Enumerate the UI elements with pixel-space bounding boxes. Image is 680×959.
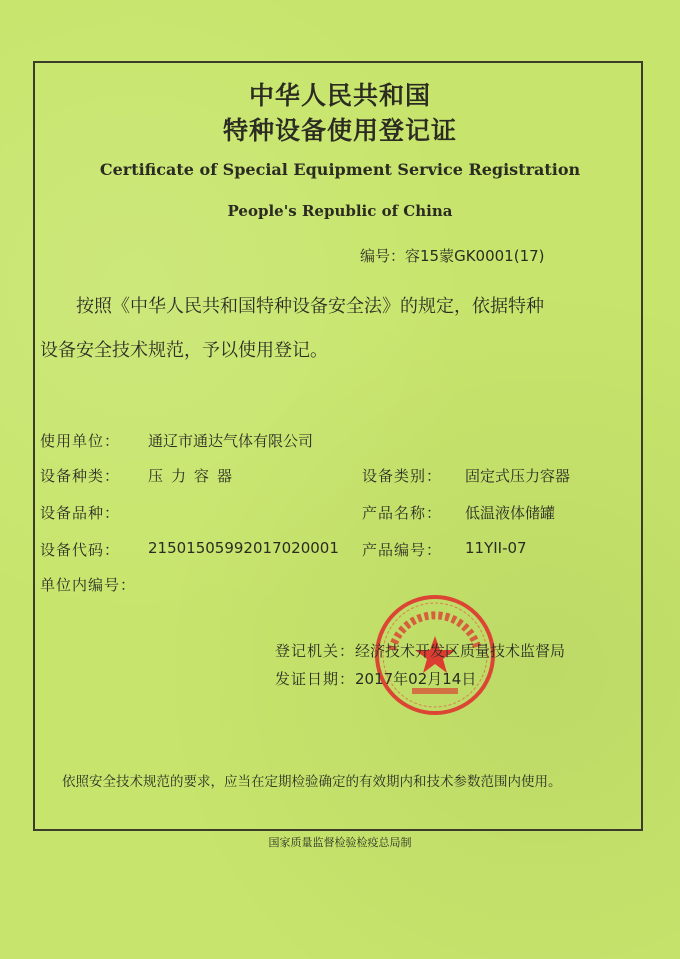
equip-kind-label: 设备种类： (40, 467, 121, 485)
issue-date-label: 发证日期： (275, 670, 356, 688)
usage-note: 依照安全技术规范的要求，应当在定期检验确定的有效期内和技术参数范围内使用。 (62, 774, 562, 790)
equip-variety-label: 设备品种： (40, 504, 121, 522)
english-title: Certificate of Special Equipment Service Registration (99, 160, 581, 179)
issue-date-value: 2017年02月14日 (355, 670, 477, 688)
title-country: 中华人民共和国 (248, 81, 431, 110)
statement-line-2: 设备安全技术规范，予以使用登记。 (40, 340, 328, 361)
equip-code-value: 21501505992017020001 (148, 539, 339, 557)
authority-label: 登记机关： (275, 642, 356, 660)
product-no-value: 11YII-07 (465, 539, 527, 557)
serial-number: 编号：容15蒙GK0001(17) (360, 247, 545, 265)
equip-category-label: 设备类别： (362, 467, 443, 485)
product-no-label: 产品编号： (362, 541, 443, 559)
statement (40, 285, 630, 373)
product-name-label: 产品名称： (362, 504, 443, 522)
user-unit-label: 使用单位： (40, 432, 121, 450)
statement-line-1: 按照《中华人民共和国特种设备安全法》的规定，依据特种 (76, 296, 544, 317)
user-unit-value: 通辽市通达气体有限公司 (148, 432, 314, 450)
english-country: People's Republic of China (227, 202, 453, 220)
title-certificate: 特种设备使用登记证 (222, 116, 457, 145)
authority-value: 经济技术开发区质量技术监督局 (355, 642, 566, 660)
internal-no-label: 单位内编号： (40, 576, 137, 594)
equip-kind-value: 压力容器 (148, 467, 241, 485)
equip-code-label: 设备代码： (40, 541, 121, 559)
equip-category-value: 固定式压力容器 (465, 467, 571, 485)
product-name-value: 低温液体储罐 (465, 504, 556, 522)
issuer-line: 国家质量监督检验检疫总局制 (268, 836, 412, 849)
